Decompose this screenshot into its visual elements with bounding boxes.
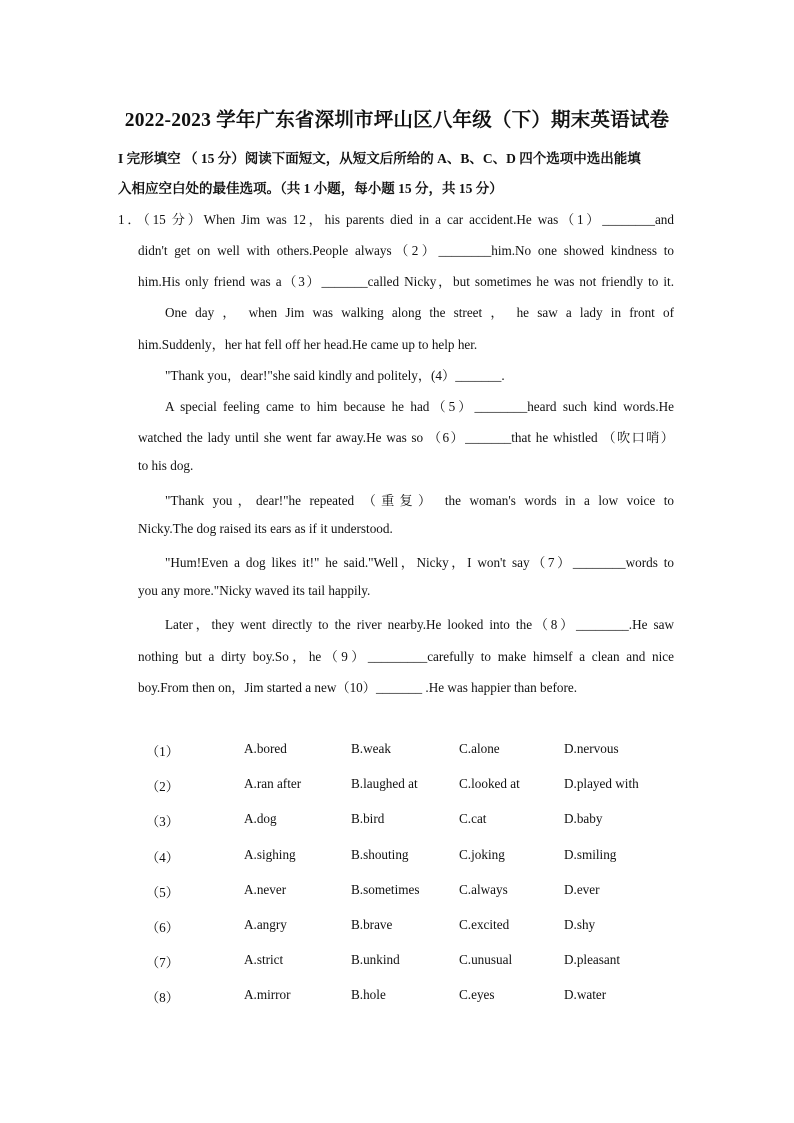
- option-a[interactable]: A.angry: [244, 917, 287, 932]
- section-heading-line-1: I 完形填空 （ 15 分）阅读下面短文，从短文后所给的 A、B、C、D 四个选项中选出能填: [118, 151, 641, 166]
- passage-line: nothing but a dirty boy.So，he（9）_________carefully to make himself a clean and nice: [138, 649, 674, 664]
- option-a[interactable]: A.mirror: [244, 987, 291, 1002]
- option-c[interactable]: C.unusual: [459, 952, 513, 967]
- passage-line: "Thank you，dear!"she said kindly and politely，(4）_______.: [165, 368, 505, 383]
- question-number: （4）: [146, 850, 179, 865]
- passage-line: Later，they went directly to the river nearby.He looked into the（8）________.He saw: [165, 617, 674, 632]
- passage-line: didn't get on well with others.People always（2）________him.No one showed kindness to: [138, 243, 674, 258]
- option-c[interactable]: C.eyes: [459, 987, 495, 1002]
- exam-title: 2022-2023 学年广东省深圳市坪山区八年级（下）期末英语试卷: [124, 110, 670, 131]
- option-c[interactable]: C.always: [459, 882, 508, 897]
- option-row: [0, 847, 794, 867]
- option-a[interactable]: A.ran after: [244, 776, 302, 791]
- option-b[interactable]: B.shouting: [351, 847, 409, 862]
- option-row: [0, 741, 794, 761]
- passage-line: to his dog.: [138, 458, 194, 473]
- option-row: [0, 987, 794, 1007]
- option-c[interactable]: C.excited: [459, 917, 510, 932]
- option-row: [0, 882, 794, 902]
- option-d[interactable]: D.nervous: [564, 741, 619, 756]
- option-b[interactable]: B.laughed at: [351, 776, 418, 791]
- passage-line: A special feeling came to him because he had（5）________heard such kind words.He: [165, 399, 674, 414]
- passage-line: 1．（15 分）When Jim was 12，his parents died in a car accident.He was（1）________and: [118, 212, 674, 227]
- option-row: [0, 917, 794, 937]
- option-a[interactable]: A.sighing: [244, 847, 296, 862]
- option-d[interactable]: D.water: [564, 987, 607, 1002]
- option-b[interactable]: B.sometimes: [351, 882, 420, 897]
- option-row: [0, 811, 794, 831]
- question-number: （8）: [146, 990, 179, 1005]
- option-d[interactable]: D.smiling: [564, 847, 617, 862]
- question-number: （3）: [146, 814, 179, 829]
- question-number: （6）: [146, 920, 179, 935]
- option-d[interactable]: D.pleasant: [564, 952, 621, 967]
- option-a[interactable]: A.bored: [244, 741, 287, 756]
- option-b[interactable]: B.bird: [351, 811, 385, 826]
- question-number: （7）: [146, 955, 179, 970]
- option-d[interactable]: D.ever: [564, 882, 600, 897]
- question-number: （5）: [146, 885, 179, 900]
- question-number: （1）: [146, 744, 179, 759]
- option-b[interactable]: B.hole: [351, 987, 386, 1002]
- option-row: [0, 776, 794, 796]
- passage-line: boy.From then on，Jim started a new（10）_______ .He was happier than before.: [138, 680, 577, 695]
- section-heading-line-2: 入相应空白处的最佳选项。（共 1 小题，每小题 15 分，共 15 分）: [118, 181, 503, 196]
- passage-line: One day ， when Jim was walking along the street ， he saw a lady in front of: [165, 305, 674, 320]
- option-d[interactable]: D.played with: [564, 776, 639, 791]
- option-row: [0, 952, 794, 972]
- question-number: （2）: [146, 779, 179, 794]
- passage-line: watched the lady until she went far away.He was so （6）_______that he whistled （吹口哨）: [138, 430, 674, 445]
- option-c[interactable]: C.looked at: [459, 776, 520, 791]
- passage-line: him.Suddenly，her hat fell off her head.He came up to help her.: [138, 337, 478, 352]
- option-d[interactable]: D.shy: [564, 917, 596, 932]
- option-d[interactable]: D.baby: [564, 811, 603, 826]
- option-b[interactable]: B.brave: [351, 917, 393, 932]
- option-a[interactable]: A.strict: [244, 952, 284, 967]
- option-b[interactable]: B.weak: [351, 741, 391, 756]
- passage-line: Nicky.The dog raised its ears as if it understood.: [138, 521, 393, 536]
- option-c[interactable]: C.joking: [459, 847, 505, 862]
- passage-line: "Thank you，dear!"he repeated （重复） the woman's words in a low voice to: [165, 493, 674, 508]
- passage-line: "Hum!Even a dog likes it!" he said."Well，Nicky，I won't say（7）________words to: [165, 555, 674, 570]
- option-a[interactable]: A.dog: [244, 811, 277, 826]
- option-a[interactable]: A.never: [244, 882, 287, 897]
- passage-line: him.His only friend was a（3）_______called Nicky，but sometimes he was not friendly to it.: [138, 274, 674, 289]
- passage-line: you any more."Nicky waved its tail happily.: [138, 583, 371, 598]
- option-c[interactable]: C.alone: [459, 741, 500, 756]
- option-c[interactable]: C.cat: [459, 811, 487, 826]
- option-b[interactable]: B.unkind: [351, 952, 400, 967]
